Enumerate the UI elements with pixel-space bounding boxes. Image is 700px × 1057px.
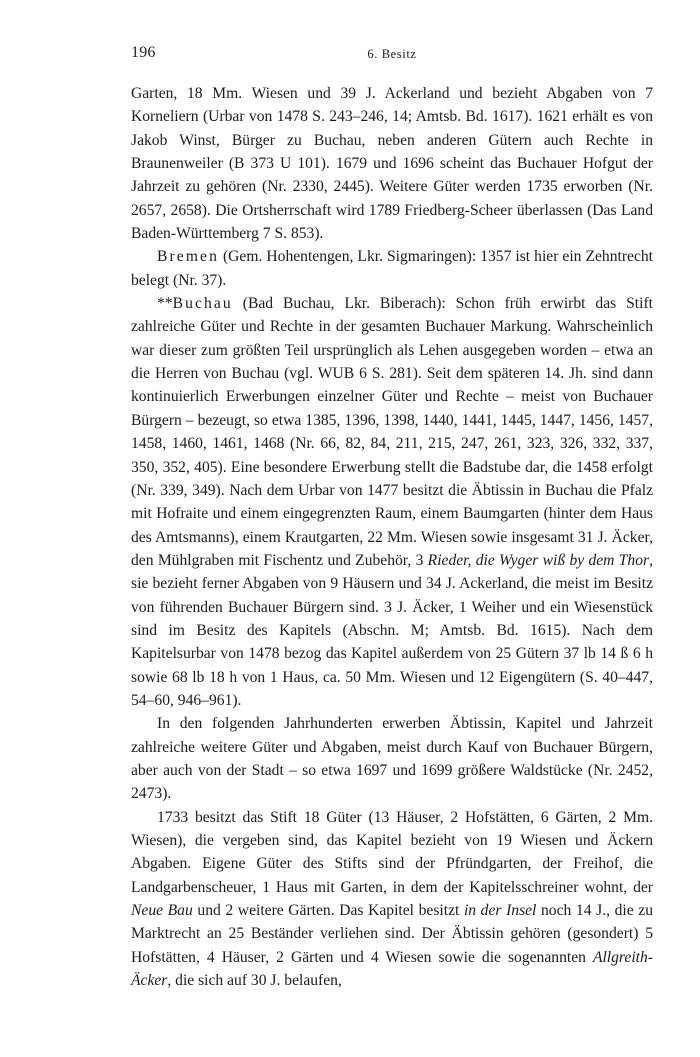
paragraph-text: (Bad Buchau, Lkr. Biberach): Schon früh erwirbt das Stift zahlreiche Güter und Rechte in der gesamten Buchauer Markung. Wahrscheinlich war dieser zum größten Teil ursprünglich als Lehen ausgegeben worden – etwa an die Herren von Buchau (vgl. WUB 6 S. 281). Seit dem späteren 14. Jh. sind dann kontinuierlich Erwerbungen einzelner Güter und Rechte – meist von Buchauer Bürgern – bezeugt, so etwa 1385, 1396, 1398, 1440, 1441, 1445, 1447, 1456, 1457, 1458, 1460, 1461, 1468 (Nr. 66, 82, 84, 211, 215, 247, 261, 323, 326, 332, 337, 350, 352, 405). Eine besondere Erwerbung stellt die Badstube dar, die 1458 erfolgt (Nr. 339, 349). Nach dem Urbar von 1477 besitzt die Äbtissin in Buchau die Pfalz mit Hofraite und einem eingegrenzten Raum, einem Baumgarten (hinter dem Haus des Amtsmanns), einem Krautgarten, 22 Mm. Wiesen sowie insgesamt 31 J. Äcker, den Mühlgraben mit Fischentz und Zubehör, 3 — [131, 295, 653, 569]
italic-quote: Rieder, die Wyger wiß by dem Thor — [427, 551, 650, 569]
place-name: Bremen — [157, 248, 219, 266]
paragraph-text: , sie bezieht ferner Abgaben von 9 Häusern und 34 J. Ackerland, die meist im Besitz von führenden Buchauer Bürgern sind. 3 J. Äcker, 1 Weiher und ein Wiesenstück sind im Besitz des Kapitels (Abschn. M; Amtsb. Bd. 1615). Nach dem Kapitelsurbar von 1478 bezog das Kapitel außerdem von 25 Gütern 37 lb 14 ß 6 h sowie 68 lb 18 h von 1 Haus, ca. 50 Mm. Wiesen und 12 Eigengütern (S. 40–447, 54–60, 946–961). — [131, 551, 653, 709]
italic-term: Allgreith-Äcker — [131, 948, 653, 990]
paragraph-text: , die sich auf 30 J. belaufen, — [167, 972, 342, 990]
paragraph-text: Garten, 18 Mm. Wiesen und 39 J. Ackerland und bezieht Abgaben von 7 Korneliern (Urbar von 1478 S. 243–246, 14; Amtsb. Bd. 1617). 1621 erhält es von Jakob Winst, Bürger zu Buchau, neben anderen Gütern auch Rechte in Braunenweiler (B 373 U 101). 1679 und 1696 scheint das Buchauer Hofgut der Jahrzeit zu gehören (Nr. 2330, 2445). Weitere Güter werden 1735 erworben (Nr. 2657, 2658). Die Ortsherrschaft wird 1789 Friedberg-Scheer überlassen (Das Land Baden-Württemberg 7 S. 853). — [131, 85, 653, 243]
place-name: Buchau — [172, 295, 233, 313]
italic-term: in der Insel — [463, 902, 537, 920]
place-marker: ** — [157, 295, 173, 313]
paragraph-text: und 2 weitere Gärten. Das Kapitel besitzt — [192, 902, 464, 920]
body-text — [131, 82, 653, 992]
paragraph — [131, 292, 653, 712]
paragraph — [131, 712, 653, 805]
page-number: 196 — [131, 44, 156, 61]
running-head: 6. Besitz — [367, 47, 417, 61]
paragraph-text: In den folgenden Jahrhunderten erwerben Äbtissin, Kapitel und Jahrzeit zahlreiche weitere Güter und Abgaben, meist durch Kauf von Buchauer Bürgern, aber auch von der Stadt – so etwa 1697 und 1699 größere Waldstücke (Nr. 2452, 2473). — [131, 715, 653, 803]
paragraph — [131, 806, 653, 993]
italic-term: Neue Bau — [131, 902, 193, 920]
paragraph-text: noch 14 J., die zu Marktrecht an 25 Beständer verliehen sind. Der Äbtissin gehören (gesondert) 5 Hofstätten, 4 Häuser, 2 Gärten und 4 Wiesen sowie die sogenannten — [131, 902, 653, 966]
paragraph — [131, 245, 653, 292]
paragraph-text: (Gem. Hohentengen, Lkr. Sigmaringen): 1357 ist hier ein Zehntrecht belegt (Nr. 37). — [131, 248, 653, 289]
page-header — [131, 44, 653, 66]
paragraph-text: 1733 besitzt das Stift 18 Güter (13 Häuser, 2 Hofstätten, 6 Gärten, 2 Mm. Wiesen), die vergeben sind, das Kapitel bezieht von 19 Wiesen und Äckern Abgaben. Eigene Güter des Stifts sind der Pfründgarten, der Freihof, die Landgarbenscheuer, 1 Haus mit Garten, in dem der Kapitelsschreiner wohnt, der — [131, 808, 653, 896]
paragraph — [131, 82, 653, 245]
